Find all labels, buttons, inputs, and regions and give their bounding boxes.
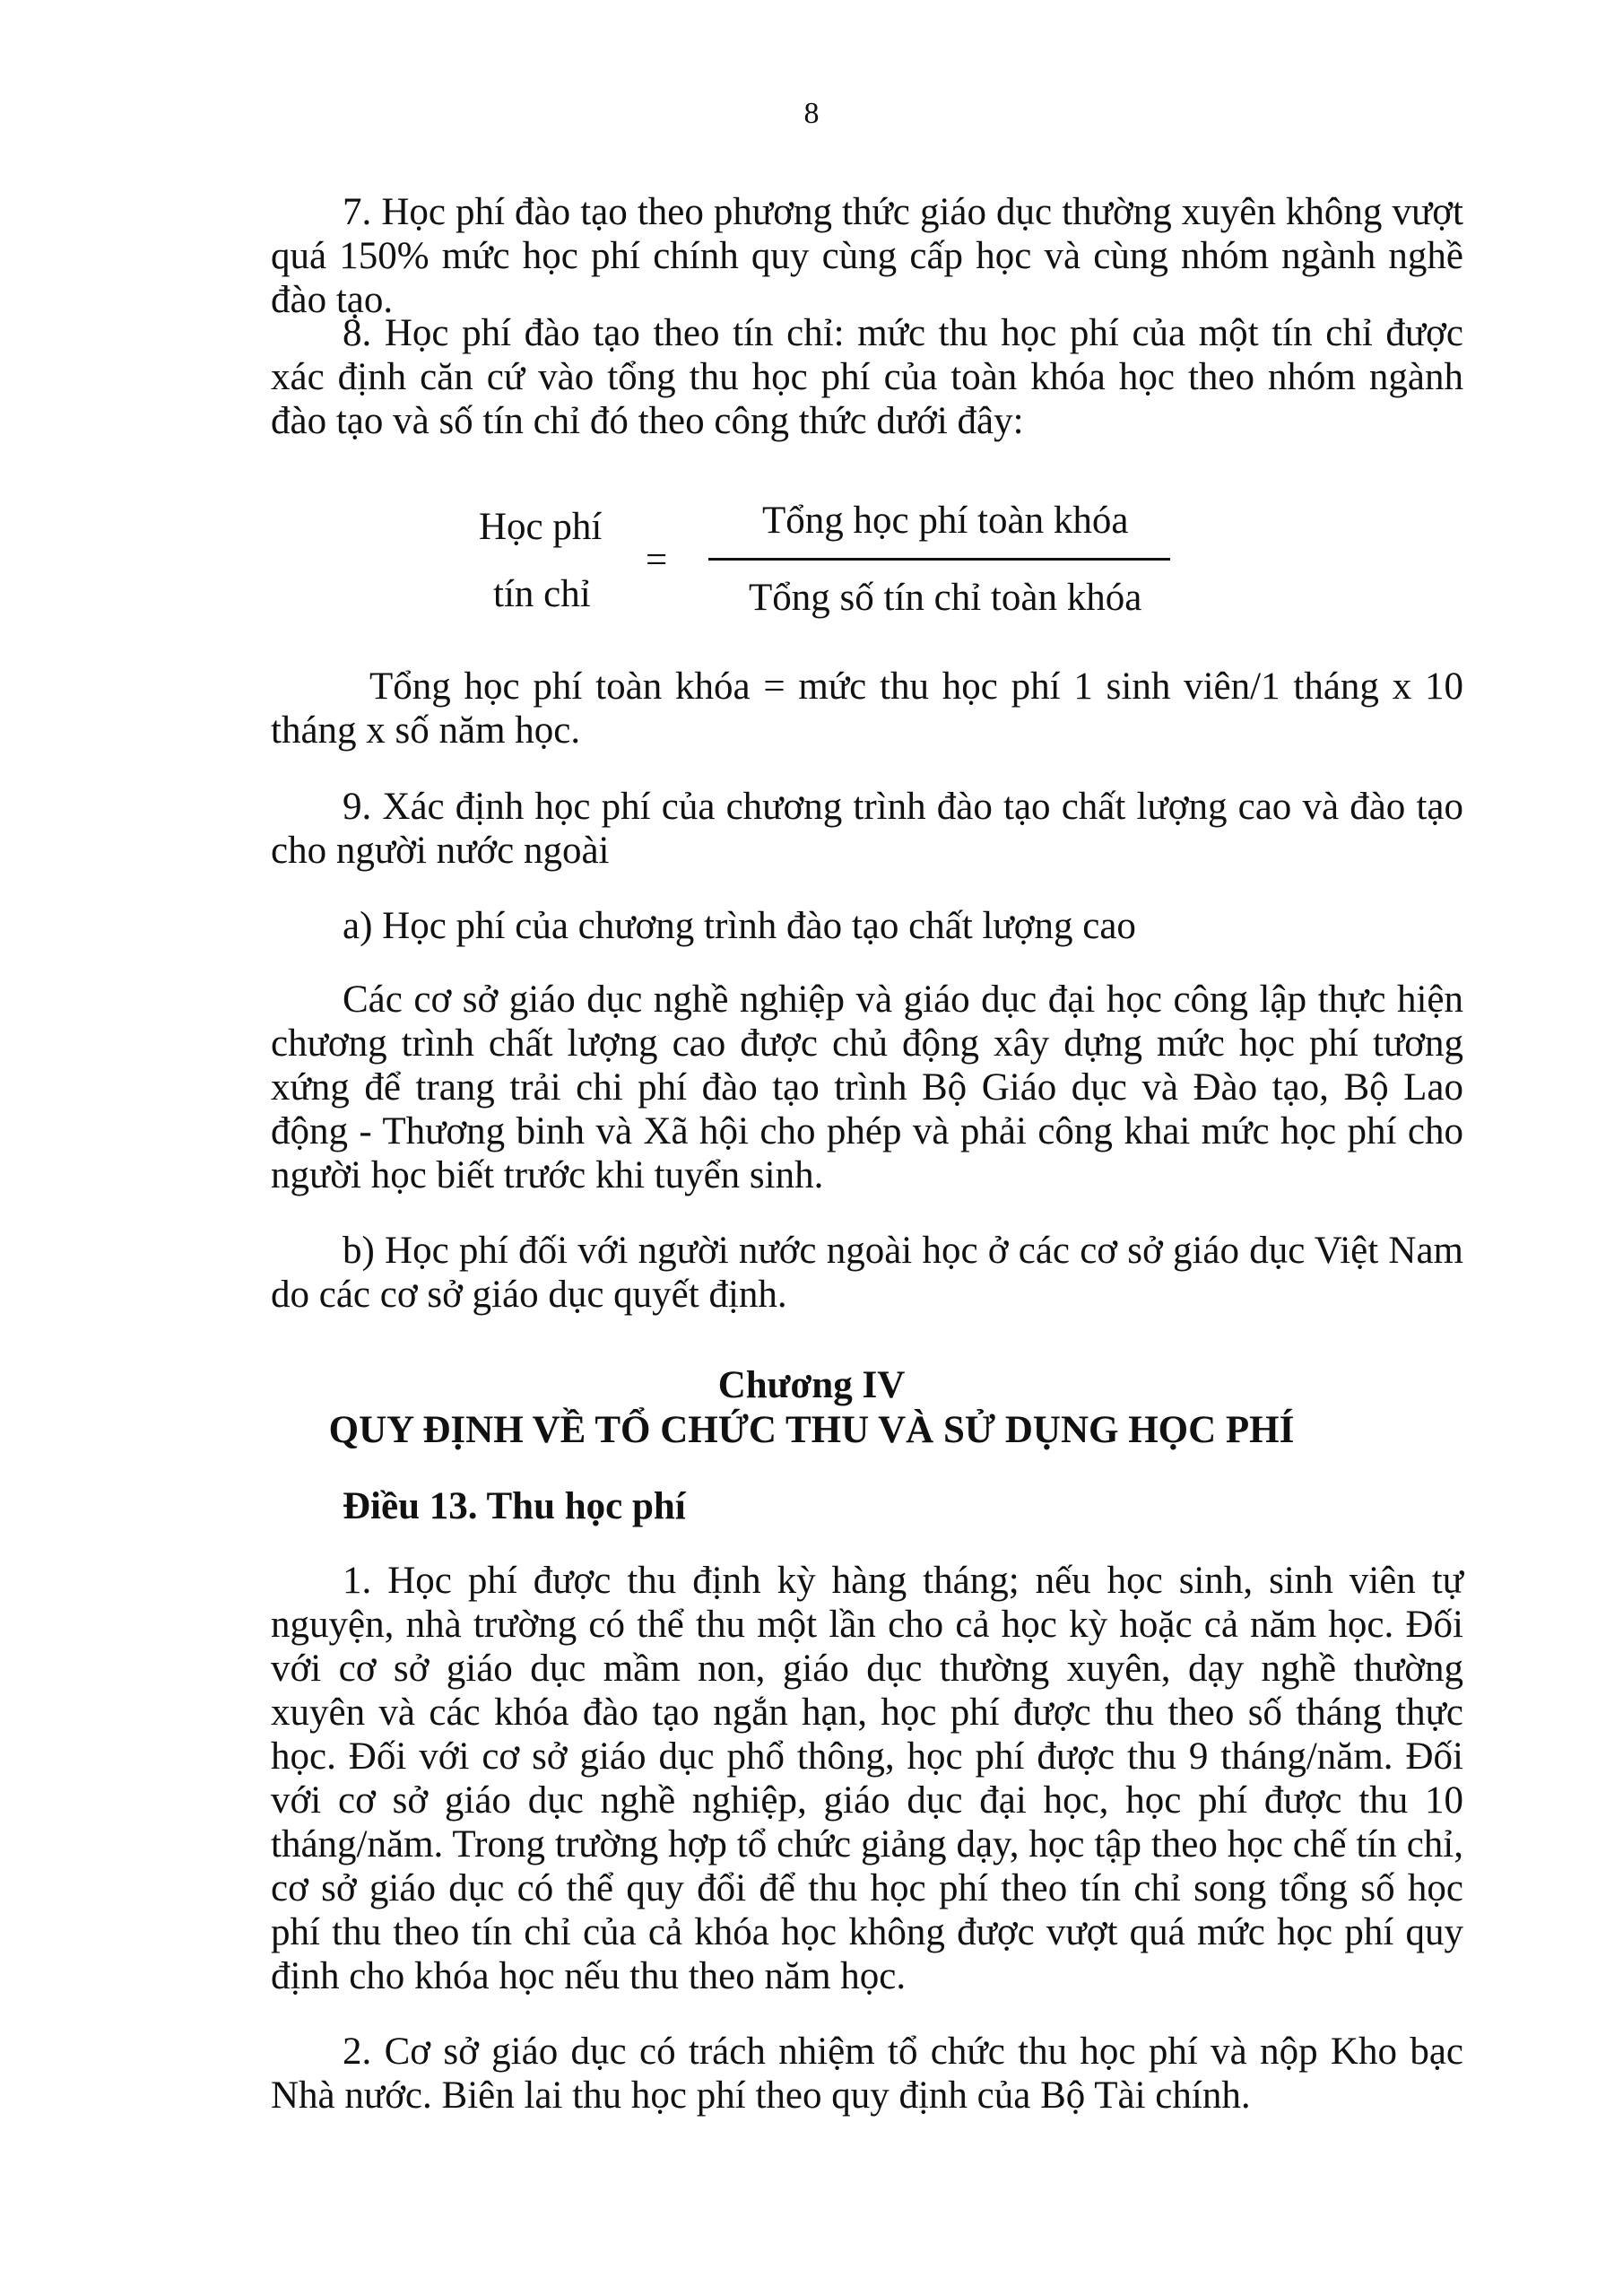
- article-13-paragraph-2: 2. Cơ sở giáo dục có trách nhiệm tổ chức thu học phí và nộp Kho bạc Nhà nước. Biên lai thu học phí theo quy định của Bộ Tài chính.: [271, 2031, 1463, 2117]
- formula-denominator: Tổng số tín chỉ toàn khóa: [749, 577, 1142, 619]
- formula-equals-sign: =: [646, 539, 668, 581]
- formula-numerator: Tổng học phí toàn khóa: [762, 500, 1129, 542]
- article-title: Điều 13. Thu học phí: [343, 1485, 686, 1527]
- fraction-bar: [708, 558, 1170, 561]
- formula-lhs-line2: tín chỉ: [493, 573, 591, 615]
- paragraph-8: 8. Học phí đào tạo theo tín chỉ: mức thu học phí của một tín chỉ được xác định căn cứ vào tổng thu học phí của toàn khóa học theo nhóm ngành đào tạo và số tín chỉ đó theo công thức dưới đây:: [271, 312, 1463, 442]
- chapter-title: QUY ĐỊNH VỀ TỔ CHỨC THU VÀ SỬ DỤNG HỌC PHÍ: [328, 1409, 1295, 1451]
- paragraph-9b: b) Học phí đối với người nước ngoài học ở các cơ sở giáo dục Việt Nam do các cơ sở giáo dục quyết định.: [271, 1230, 1463, 1316]
- page-number: 8: [803, 97, 820, 130]
- paragraph-9a-title: a) Học phí của chương trình đào tạo chất lượng cao: [343, 905, 1136, 947]
- formula-lhs-line1: Học phí: [479, 506, 603, 548]
- paragraph-7: 7. Học phí đào tạo theo phương thức giáo dục thường xuyên không vượt quá 150% mức học phí chính quy cùng cấp học và cùng nhóm ngành nghề đào tạo.: [271, 191, 1463, 321]
- total-fee-formula: Tổng học phí toàn khóa = mức thu học phí 1 sinh viên/1 tháng x 10 tháng x số năm học.: [271, 665, 1463, 752]
- article-13-paragraph-1: 1. Học phí được thu định kỳ hàng tháng; nếu học sinh, sinh viên tự nguyện, nhà trường có thể thu một lần cho cả học kỳ hoặc cả năm học. Đối với cơ sở giáo dục mầm non, giáo dục thường xuyên, dạy nghề thường xuyên và các khóa đào tạo ngắn hạn, học phí được thu theo số tháng thực học. Đối với cơ sở giáo dục phổ thông, học phí được thu 9 tháng/năm. Đối với cơ sở giáo dục nghề nghiệp, giáo dục đại học, học phí được thu 10 tháng/năm. Trong trường hợp tổ chức giảng dạy, học tập theo học chế tín chỉ, cơ sở giáo dục có thể quy đổi để thu học phí theo tín chỉ song tổng số học phí thu theo tín chỉ của cả khóa học không được vượt quá mức học phí quy định cho khóa học nếu thu theo năm học.: [271, 1560, 1463, 1997]
- paragraph-9: 9. Xác định học phí của chương trình đào tạo chất lượng cao và đào tạo cho người nước ngoài: [271, 786, 1463, 872]
- paragraph-9a-body: Các cơ sở giáo dục nghề nghiệp và giáo dục đại học công lập thực hiện chương trình chất lượng cao được chủ động xây dựng mức học phí tương xứng để trang trải chi phí đào tạo trình Bộ Giáo dục và Đào tạo, Bộ Lao động - Thương binh và Xã hội cho phép và phải công khai mức học phí cho người học biết trước khi tuyển sinh.: [271, 978, 1463, 1196]
- chapter-label: Chương IV: [717, 1364, 906, 1406]
